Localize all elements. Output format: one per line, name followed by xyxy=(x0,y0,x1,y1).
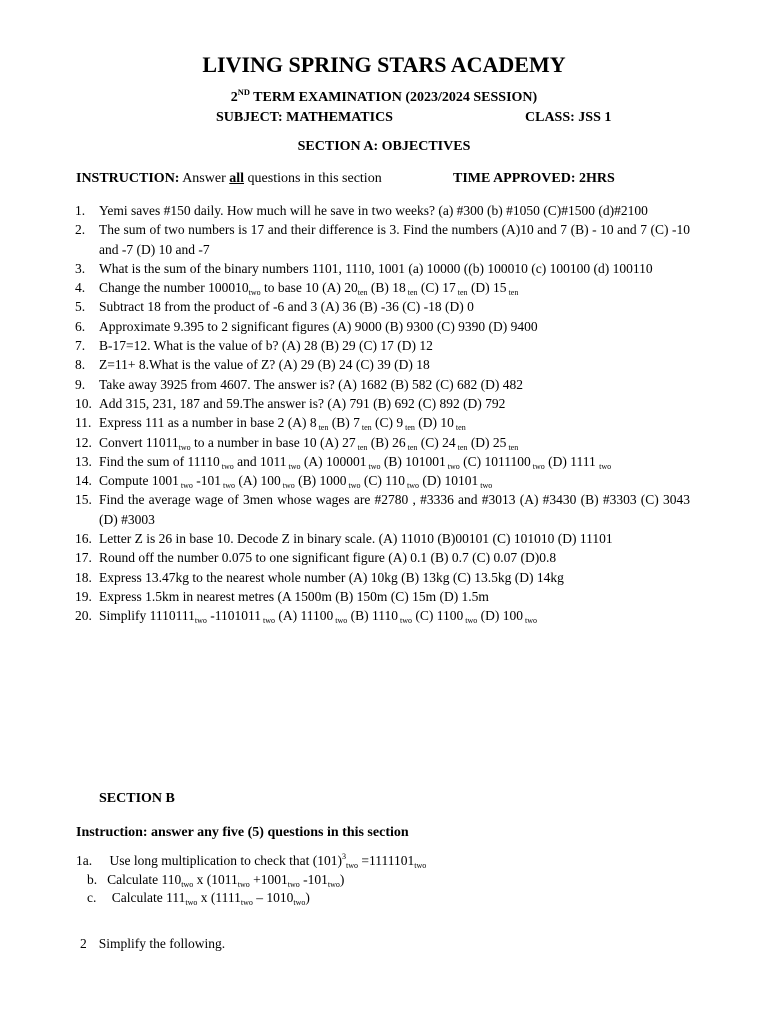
class-label: CLASS: JSS 1 xyxy=(525,110,612,125)
question-text: (A) 100001 xyxy=(300,453,367,469)
question-text: -101 xyxy=(192,473,221,489)
question-body xyxy=(99,550,556,565)
number-base-subscript: two xyxy=(185,898,198,907)
number-base-subscript: ten xyxy=(316,423,329,433)
question-1c-text xyxy=(108,890,309,905)
question-text: (D) 10101 xyxy=(419,473,479,489)
question-1a-text: Use long multiplication to check that (101) xyxy=(109,853,342,868)
question-number: 5. xyxy=(75,299,86,315)
question-text: (D) 25 xyxy=(467,434,507,450)
question-text: Calculate 111 xyxy=(108,890,186,905)
question-body xyxy=(99,280,519,298)
number-base-subscript: two xyxy=(221,481,235,491)
question-text: (B) 1110 xyxy=(347,608,399,624)
question-number: 8. xyxy=(75,357,86,373)
number-base-subscript: two xyxy=(333,616,348,626)
section-a-title: SECTION A: OBJECTIVES xyxy=(297,139,471,154)
question-text: ) xyxy=(339,872,345,887)
question-body xyxy=(99,261,653,276)
question-text: Compute 1001 xyxy=(99,473,179,489)
question-body xyxy=(99,492,690,526)
question-number: 4. xyxy=(75,280,86,296)
number-base-subscript: two xyxy=(181,880,194,889)
question-body xyxy=(99,454,611,469)
school-name: LIVING SPRING STARS ACADEMY xyxy=(202,52,566,77)
objective-questions-list xyxy=(75,201,690,626)
number-base-subscript: two xyxy=(327,880,340,889)
number-base-subscript: two xyxy=(219,461,234,471)
question-1b-label: b. xyxy=(87,872,98,887)
question-1c xyxy=(87,890,310,906)
question-item xyxy=(75,529,690,548)
question-text: (D) 1111 xyxy=(544,453,600,469)
question-body xyxy=(99,396,505,411)
instruction-label: INSTRUCTION: xyxy=(76,171,180,186)
question-item xyxy=(75,606,690,625)
question-text: (C) 1011100 xyxy=(459,453,531,469)
question-body xyxy=(99,222,690,256)
number-base-subscript: two xyxy=(287,880,300,889)
question-text: (D) 15 xyxy=(467,280,507,296)
number-base-subscript: two xyxy=(445,461,460,471)
question-1c-label: c. xyxy=(87,890,97,905)
question-1a-base: two xyxy=(346,861,358,870)
question-item xyxy=(75,548,690,567)
question-text: x (1111 xyxy=(197,890,241,905)
question-item xyxy=(75,568,690,587)
instruction-text-post: questions in this section xyxy=(244,171,382,186)
number-base-subscript: ten xyxy=(453,423,466,433)
question-body xyxy=(99,415,466,433)
question-text: +1001 xyxy=(249,872,288,887)
question-text: What is the sum of the binary numbers 1101, 1110, 1001 (a) 10000 ((b) 100010 (c) 100100 (d) 100110 xyxy=(99,260,653,276)
question-text: Express 1.5km in nearest metres (A 1500m (B) 150m (C) 15m (D) 1.5m xyxy=(99,588,489,604)
question-text: (B) 7 xyxy=(328,415,360,431)
number-base-subscript: two xyxy=(293,898,306,907)
number-base-subscript: two xyxy=(280,481,295,491)
question-item xyxy=(75,433,690,452)
number-base-subscript: ten xyxy=(355,442,368,452)
number-base-subscript: ten xyxy=(359,423,372,433)
number-base-subscript: ten xyxy=(455,442,468,452)
question-number: 11. xyxy=(75,415,92,431)
question-text: (B) 26 xyxy=(367,434,406,450)
question-number: 16. xyxy=(75,531,92,547)
question-text: x (1011 xyxy=(193,872,238,887)
question-text: to a number in base 10 (A) 27 xyxy=(190,434,356,450)
question-1b xyxy=(87,872,344,888)
question-text: (D) 10 xyxy=(414,415,454,431)
question-number: 1. xyxy=(75,203,86,218)
number-base-subscript: two xyxy=(346,481,361,491)
question-text: (D) 100 xyxy=(477,608,524,624)
question-text: (C) 24 xyxy=(417,434,456,450)
question-text: Add 315, 231, 187 and 59.The answer is? (A) 791 (B) 692 (C) 892 (D) 792 xyxy=(99,395,506,411)
question-item xyxy=(75,490,690,529)
number-base-subscript: two xyxy=(463,616,478,626)
question-body xyxy=(99,319,538,334)
question-text: Letter Z is 26 in base 10. Decode Z in binary scale. (A) 11010 (B)00101 (C) 101010 (D) 11101 xyxy=(99,531,613,547)
number-base-subscript: ten xyxy=(506,288,519,298)
question-number: 7. xyxy=(75,338,86,354)
question-text: Find the sum of 11110 xyxy=(99,453,220,469)
section-b-title: SECTION B xyxy=(99,791,175,806)
question-text: Simplify 1110111 xyxy=(99,608,195,624)
number-base-subscript: two xyxy=(405,481,419,491)
question-text: Approximate 9.395 to 2 significant figures (A) 9000 (B) 9300 (C) 9390 (D) 9400 xyxy=(99,318,538,334)
question-body xyxy=(99,608,538,626)
question-text: Express 13.47kg to the nearest whole number (A) 10kg (B) 13kg (C) 13.5kg (D) 14kg xyxy=(99,569,564,585)
number-base-subscript: two xyxy=(237,880,250,889)
question-text: (B) 1000 xyxy=(294,473,347,489)
question-number: 9. xyxy=(75,376,86,392)
question-number: 13. xyxy=(75,453,92,469)
number-base-subscript: two xyxy=(599,461,612,471)
question-text: Z=11+ 8.What is the value of Z? (A) 29 (B) 24 (C) 39 (D) 18 xyxy=(99,357,430,373)
question-text: The sum of two numbers is 17 and their difference is 3. Find the numbers (A)10 and 7 (B) - 10 and 7 (C) -10 and -7 (D) 10 and -7 xyxy=(99,222,690,257)
question-text: Convert 11011 xyxy=(99,434,179,450)
number-base-subscript: ten xyxy=(506,442,519,452)
number-base-subscript: ten xyxy=(403,423,415,433)
question-item xyxy=(75,413,690,432)
number-base-subscript: ten xyxy=(405,442,418,452)
question-body xyxy=(99,435,518,450)
number-base-subscript: two xyxy=(248,288,261,298)
question-text: Find the average wage of 3men whose wages are #2780 , #3336 and #3013 (A) #3430 (B) #3303 (C) 3043 (D) #3003 xyxy=(99,492,690,527)
question-text: Round off the number 0.075 to one significant figure (A) 0.1 (B) 0.7 (C) 0.07 (D)0.8 xyxy=(99,550,557,566)
number-base-subscript: two xyxy=(523,616,538,626)
question-text: (A) 100 xyxy=(235,473,281,489)
question-text: -1101011 xyxy=(206,608,262,624)
number-base-subscript: two xyxy=(261,616,276,626)
term-ordinal-suffix: ND xyxy=(237,88,250,97)
question-number: 2. xyxy=(75,222,86,238)
question-item xyxy=(75,375,690,394)
question-body xyxy=(99,570,564,585)
exam-title xyxy=(0,90,768,106)
question-text: (C) 9 xyxy=(371,415,404,431)
question-item xyxy=(75,297,690,316)
question-text: Yemi saves #150 daily. How much will he save in two weeks? (a) #300 (b) #1050 (C)#1500 (d)#2100 xyxy=(99,203,648,218)
question-1a-result: =1111101 xyxy=(358,853,415,868)
question-item xyxy=(75,587,690,606)
question-1a-exponent: 3 xyxy=(341,852,346,861)
time-approved: TIME APPROVED: 2HRS xyxy=(453,171,615,186)
instruction-text-pre: Answer xyxy=(179,171,230,186)
question-item xyxy=(75,452,690,471)
question-item xyxy=(75,355,690,374)
question-body xyxy=(99,338,433,353)
question-1a xyxy=(76,853,426,869)
question-text: Change the number 100010 xyxy=(99,280,249,296)
question-body xyxy=(99,531,613,546)
number-base-subscript: ten xyxy=(455,288,468,298)
instruction-a xyxy=(76,171,382,187)
question-text: (C) 17 xyxy=(417,280,456,296)
question-number: 15. xyxy=(75,492,92,508)
question-body xyxy=(99,357,430,372)
number-base-subscript: two xyxy=(366,461,381,471)
number-base-subscript: ten xyxy=(405,288,418,298)
question-item xyxy=(75,336,690,355)
question-text: -101 xyxy=(299,872,328,887)
number-base-subscript: ten xyxy=(357,288,368,298)
question-number: 12. xyxy=(75,434,92,450)
question-text: (C) 110 xyxy=(360,473,405,489)
number-base-subscript: two xyxy=(240,898,253,907)
number-base-subscript: two xyxy=(398,616,413,626)
question-text: (B) 101001 xyxy=(380,453,446,469)
number-base-subscript: two xyxy=(530,461,545,471)
question-body xyxy=(99,203,648,218)
question-text: Take away 3925 from 4607. The answer is? (A) 1682 (B) 582 (C) 682 (D) 482 xyxy=(99,376,523,392)
question-item xyxy=(75,317,690,336)
number-base-subscript: two xyxy=(478,481,493,491)
instruction-emphasis: all xyxy=(229,171,245,186)
question-2 xyxy=(80,936,225,952)
number-base-subscript: two xyxy=(178,442,191,452)
question-1b-text xyxy=(107,872,344,887)
question-text: B-17=12. What is the value of b? (A) 28 (B) 29 (C) 17 (D) 12 xyxy=(99,338,433,354)
question-number: 3. xyxy=(75,260,86,276)
number-base-subscript: two xyxy=(194,616,207,626)
question-text: (B) 18 xyxy=(367,280,406,296)
question-number: 14. xyxy=(75,473,92,489)
question-text: ) xyxy=(305,890,310,905)
question-item xyxy=(75,220,690,259)
question-number: 6. xyxy=(75,318,86,334)
question-body xyxy=(99,589,489,604)
question-item xyxy=(75,278,690,297)
question-number: 20. xyxy=(75,608,92,624)
question-body xyxy=(99,473,493,491)
number-base-subscript: two xyxy=(286,461,301,471)
question-body xyxy=(99,377,523,392)
question-item xyxy=(75,201,690,220)
question-2-text: Simplify the following. xyxy=(98,936,226,951)
term-title: TERM EXAMINATION (2023/2024 SESSION) xyxy=(249,90,538,105)
question-text: Subtract 18 from the product of -6 and 3 (A) 36 (B) -36 (C) -18 (D) 0 xyxy=(99,299,474,315)
question-text: Express 111 as a number in base 2 (A) 8 xyxy=(99,415,317,431)
subject-label: SUBJECT: MATHEMATICS xyxy=(216,110,393,125)
question-text: to base 10 (A) 20 xyxy=(260,280,358,296)
question-text: and 1011 xyxy=(233,453,287,469)
question-item xyxy=(75,471,690,490)
question-text: (C) 1100 xyxy=(412,608,464,624)
term-number: 2 xyxy=(230,90,238,105)
question-text: – 1010 xyxy=(252,890,294,905)
question-item xyxy=(75,259,690,278)
number-base-subscript: two xyxy=(178,481,193,491)
question-number: 10. xyxy=(75,395,92,411)
question-item xyxy=(75,394,690,413)
question-2-label: 2 xyxy=(80,936,87,951)
question-text: Calculate 110 xyxy=(107,872,182,887)
question-number: 19. xyxy=(75,588,92,604)
question-number: 17. xyxy=(75,550,92,566)
section-b-instruction: Instruction: answer any five (5) questions in this section xyxy=(76,825,409,840)
question-number: 18. xyxy=(75,569,92,585)
question-body xyxy=(99,299,474,314)
question-text: (A) 11100 xyxy=(275,608,334,624)
question-1a-label: 1a. xyxy=(76,853,93,868)
question-1a-result-base: two xyxy=(414,861,427,870)
